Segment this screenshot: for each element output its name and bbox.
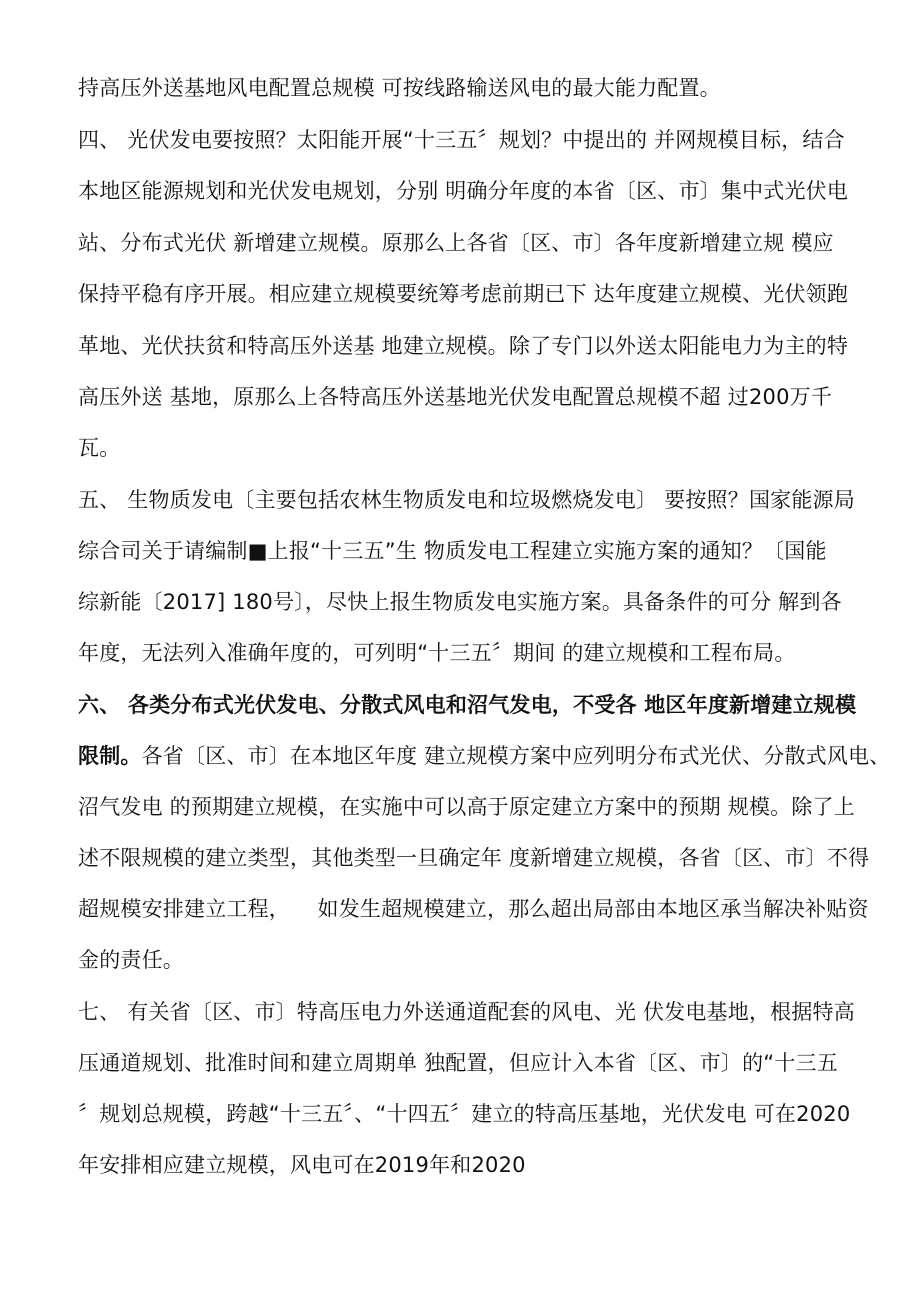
text-line: 沼气发电 的预期建立规模，在实施中可以高于原定建立方案中的预期 规模。除了上 — [78, 795, 855, 819]
text-line: 压通道规划、批准时间和建立周期单 独配置，但应计入本省〔区、市〕的“十三五 — [78, 1051, 838, 1075]
text-line: 年度，无法列入准确年度的，可列明“十三五〞期间 的建立规模和工程布局。 — [78, 641, 796, 665]
bold-phrase: 限制。 — [78, 744, 142, 768]
text-line: 超规模安排建立工程， 如发生超规模建立，那么超出局部由本地区承当解决补贴资 — [78, 897, 869, 921]
text-continuation: 各省〔区、市〕在本地区年度 建立规模方案中应列明分布式光伏、分散式风电、 — [141, 744, 891, 768]
text-line: 高压外送 基地，原那么上各特高压外送基地光伏发电配置总规模不超 过200万千 — [78, 385, 833, 409]
text-line-mixed — [78, 741, 890, 771]
text-line: 金的责任。 — [78, 948, 184, 972]
text-line: 综合司关于请编制■上报“十三五”生 物质发电工程建立实施方案的通知？〔国能 — [78, 539, 827, 563]
text-line: 述不限规模的建立类型，其他类型一旦确定年 度新增建立规模，各省〔区、市〕不得 — [78, 846, 870, 870]
text-line: 四、 光伏发电要按照？太阳能开展“十三五〞规划？中提出的 并网规模目标，结合 — [78, 128, 845, 152]
text-line: 年安排相应建立规模，风电可在2019年和2020 — [78, 1153, 526, 1177]
text-line: 站、分布式光伏 新增建立规模。原那么上各省〔区、市〕各年度新增建立规 模应 — [78, 231, 834, 255]
text-line: 革地、光伏扶贫和特高压外送基 地建立规模。除了专门以外送太阳能电力为主的特 — [78, 334, 849, 358]
text-line: 七、 有关省〔区、市〕特高压电力外送通道配套的风电、光 伏发电基地，根据特高 — [78, 1000, 855, 1024]
text-line: 本地区能源规划和光伏发电规划，分别 明确分年度的本省〔区、市〕集中式光伏电 — [78, 179, 849, 203]
text-line: 持高压外送基地风电配置总规模 可按线路输送风电的最大能力配置。 — [78, 76, 721, 100]
text-line: 〞规划总规模，跨越“十三五〞、“十四五〞建立的特高压基地，光伏发电 可在2020 — [78, 1102, 851, 1126]
text-line: 保持平稳有序开展。相应建立规模要统筹考虑前期已下 达年度建立规模、光伏领跑 — [78, 282, 849, 306]
text-line: 瓦。 — [78, 436, 121, 460]
text-line-bold: 六、 各类分布式光伏发电、分散式风电和沼气发电，不受各 地区年度新增建立规模 — [78, 693, 857, 717]
text-line: 五、 生物质发电〔主要包括农林生物质发电和垃圾燃烧发电〕 要按照？国家能源局 — [78, 488, 855, 512]
text-line: 综新能〔2017] 180号〕，尽快上报生物质发电实施方案。具备条件的可分 解到各 — [78, 590, 842, 614]
